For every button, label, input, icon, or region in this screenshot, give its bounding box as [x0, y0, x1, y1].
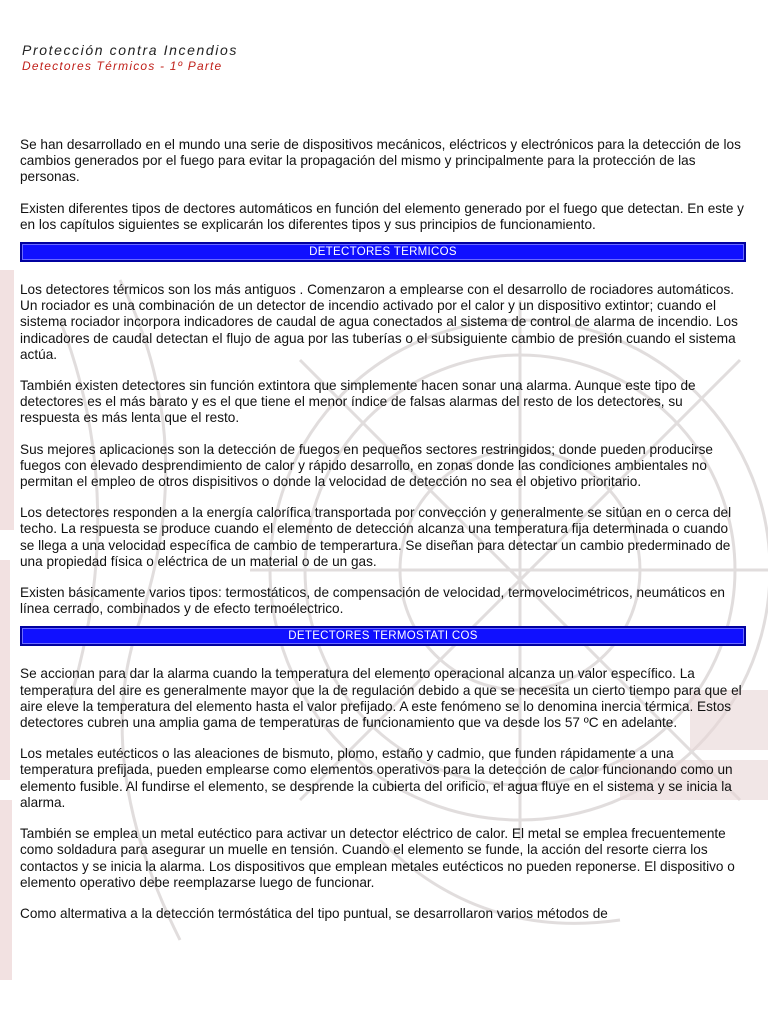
section2-paragraph-4: Como altermativa a la detección termóstática del tipo puntual, se desarrollaron varios métodos de	[20, 905, 608, 921]
section1-paragraph-3: Sus mejores aplicaciones son la detección de fuegos en pequeños sectores restringidos; donde pueden producirse fuegos con elevado desprendimiento de calor y rápido desarrollo, en zonas donde las condiciones ambientales no permitan el empleo de otros dispisitivos o donde la velocidad de detección no sea el objetivo prioritario.	[20, 441, 713, 490]
section-header-detectores-termicos: DETECTORES TERMICOS	[20, 242, 746, 262]
section2-paragraph-1: Se accionan para dar la alarma cuando la temperatura del elemento operacional alcanza un valor específico. La temperatura del aire es generalmente mayor que la de regulación debido a que se necesita un cierto tiempo para que el aire eleve la temperatura del elemento hasta el valor prefijado. A este fenómeno se lo denomina inercia térmica. Estos detectores cubren una amplia gama de temperaturas de funcionamiento que va desde los 57 ºC en adelante.	[20, 666, 742, 731]
document-header	[22, 42, 238, 74]
section1-paragraph-5: Existen básicamente varios tipos: termostáticos, de compensación de velocidad, termovelocimétricos, neumáticos en línea cerrado, combinados y de efecto termoélectrico.	[20, 585, 725, 617]
section1-paragraph-4: Los detectores responden a la energía calorífica transportada por convección y generalmente se sitúan en o cerca del techo. La respuesta se produce cuando el elemento de detección alcanza una temperatura fija determinada o cuando se llega a una velocidad específica de cambio de temperartura. Se diseñan para detectar un cambio prederminado de una propiedad física o eléctrica de un material o de un gas.	[20, 505, 732, 569]
intro-paragraph-2: Existen diferentes tipos de dectores automáticos en función del elemento generado por el fuego que detectan. En este y en los capítulos siguientes se explicarán los diferentes tipos y sus principios de funcionamiento.	[20, 200, 744, 232]
section1-paragraph-1: Los detectores térmicos son los más antiguos . Comenzaron a emplearse con el desarrollo de rociadores automáticos. Un rociador es una combinación de un detector de incendio activado por el calor y un dispositivo extintor; cuando el sistema rociador incorpora indicadores de caudal de agua conectados al sistema de control de alarma de incendio. Los indicadores de caudal detectan el flujo de agua por las tuberías o el subsiguiente cambio de presión cuando el sistema actúa.	[20, 282, 738, 362]
document-subtitle: Detectores Térmicos - 1º Parte	[22, 59, 223, 73]
section1-paragraph-2: También existen detectores sin función extintora que simplemente hacen sonar una alarma. Aunque este tipo de detectores es el más barato y es el que tiene el menor índice de falsas alarmas del resto de los detectores, su respuesta es más lenta que el resto.	[20, 378, 696, 426]
document-body	[20, 137, 746, 937]
section2-paragraph-3: También se emplea un metal eutéctico para activar un detector eléctrico de calor. El metal se emplea frecuentemente como soldadura para asegurar un muelle en tensión. Cuando el elemento se funde, la acción del resorte cierra los contactos y se inicia la alarma. Los dispositivos que emplean metales eutécticos no pueden reponerse. El dispositivo o elemento operativo debe reemplazarse luego de funcionar.	[20, 826, 735, 890]
intro-paragraph-1: Se han desarrollado en el mundo una serie de dispositivos mecánicos, eléctricos y electrónicos para la detección de los cambios generados por el fuego para evitar la propagación del mismo y principalmente para la protección de las personas.	[20, 137, 741, 185]
section-header-detectores-termostaticos: DETECTORES TERMOSTATI COS	[20, 626, 746, 646]
section2-paragraph-2: Los metales eutécticos o las aleaciones de bismuto, plomo, estaño y cadmio, que funden rápidamente a una temperatura prefijada, pueden emplearse como elementos operativos para la detección de calor funcionando como un elemento fusible. Al fundirse el elemento, se desprende la cubierta del orificio, el agua fluye en el sistema y se inicia la alarma.	[20, 746, 733, 810]
document-title: Protección contra Incendios	[22, 42, 238, 58]
